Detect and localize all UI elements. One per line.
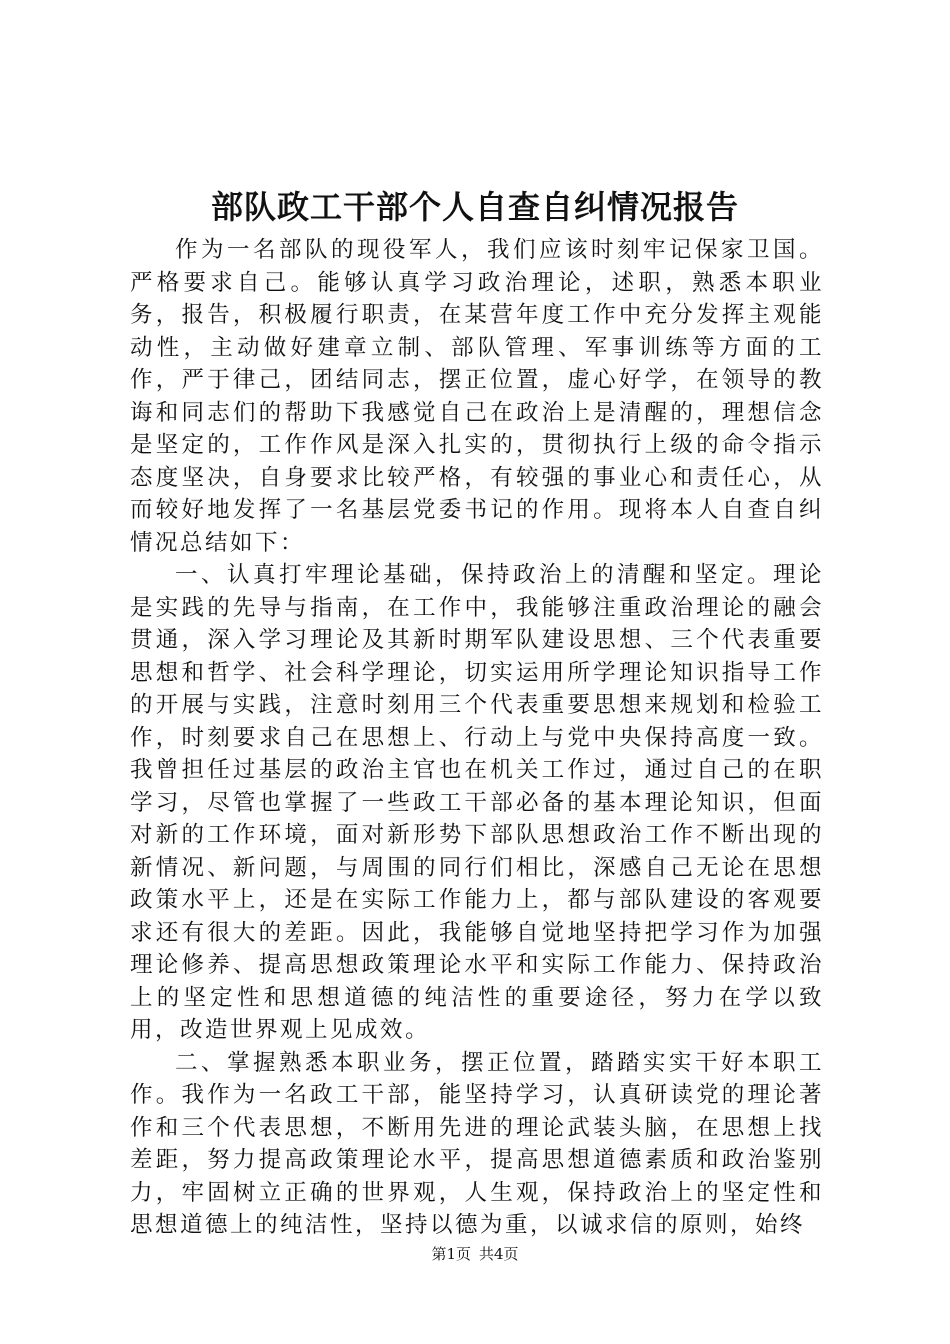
page-number: 第1页 [431,1245,471,1263]
paragraph-section-one: 一、认真打牢理论基础，保持政治上的清醒和坚定。理论是实践的先导与指南，在工作中，我能够注重政治理论的融会贯通，深入学习理论及其新时期军队建设思想、三个代表重要思想和哲学、社会科学理论，切实运用所学理论知识指导工作的开展与实践，注意时刻用三个代表重要思想来规划和检验工作，时刻要求自己在思想上、行动上与党中央保持高度一致。我曾担任过基层的政治主官也在机关工作过，通过自己的在职学习，尽管也掌握了一些政工干部必备的基本理论知识，但面对新的工作环境，面对新形势下部队思想政治工作不断出现的新情况、新问题，与周围的同行们相比，深感自己无论在思想政策水平上，还是在实际工作能力上，都与部队建设的客观要求还有很大的差距。因此，我能够自觉地坚持把学习作为加强理论修养、提高思想政策理论水平和实际工作能力、保持政治上的坚定性和思想道德的纯洁性的重要途径，努力在学以致用，改造世界观上见成效。 [130,562,824,1043]
document-body [130,234,824,1242]
paragraph-section-two: 二、掌握熟悉本职业务，摆正位置，踏踏实实干好本职工作。我作为一名政工干部，能坚持学习，认真研读党的理论著作和三个代表思想，不断用先进的理论武装头脑，在思想上找差距，努力提高政策理论水平，提高思想道德素质和政治鉴别力，牢固树立正确的世界观，人生观，保持政治上的坚定性和思想道德上的纯洁性，坚持以德为重，以诚求信的原则，始终 [130,1049,824,1238]
page-footer [0,1244,950,1264]
paragraph-intro: 作为一名部队的现役军人，我们应该时刻牢记保家卫国。严格要求自己。能够认真学习政治理论，述职，熟悉本职业务，报告，积极履行职责，在某营年度工作中充分发挥主观能动性，主动做好建章立制、部队管理、军事训练等方面的工作，严于律己，团结同志，摆正位置，虚心好学，在领导的教诲和同志们的帮助下我感觉自己在政治上是清醒的，理想信念是坚定的，工作作风是深入扎实的，贯彻执行上级的命令指示态度坚决，自身要求比较严格，有较强的事业心和责任心，从而较好地发挥了一名基层党委书记的作用。现将本人自查自纠情况总结如下： [130,237,824,556]
page-count: 共4页 [479,1245,519,1263]
document-title: 部队政工干部个人自查自纠情况报告 [210,188,739,226]
